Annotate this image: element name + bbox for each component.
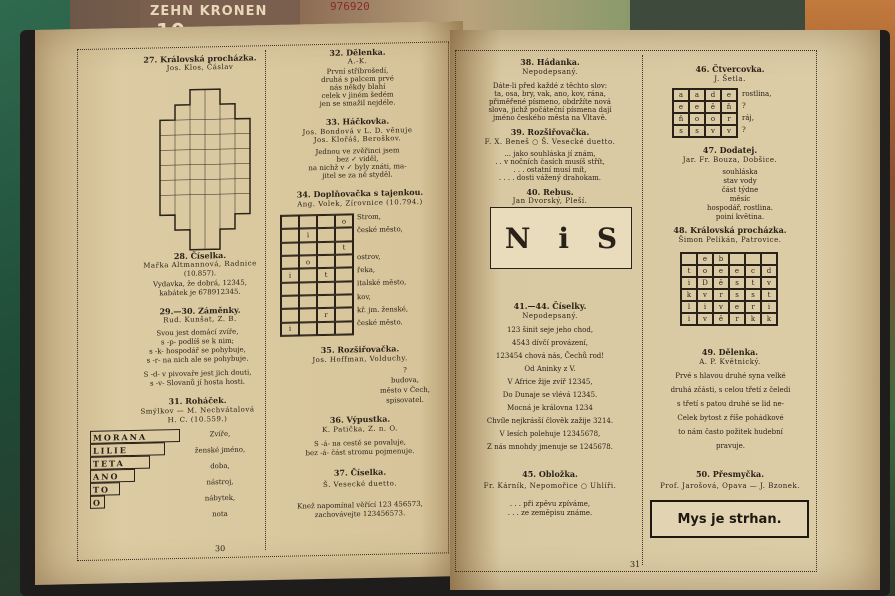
- page-number-right: 31: [630, 560, 641, 569]
- grid-cell: t: [761, 289, 777, 301]
- staircase-row: TETA: [90, 456, 150, 470]
- text-line: V Africe žije zvíř 12345,: [507, 378, 593, 386]
- puzzle-29-line: s -k- hospodář se pohybuje,: [149, 345, 246, 356]
- puzzle-28-extra: (10.857).: [183, 269, 217, 278]
- puzzle-39-line: . . . . dosti vážený drahokam.: [498, 174, 601, 182]
- puzzle-37-author: Š. Vesecké duetto.: [323, 479, 397, 489]
- grid-cell: e: [721, 89, 737, 101]
- puzzle-37-line: zachovávejte 123456573.: [314, 509, 406, 520]
- puzzle-45-line: . . . ze zeměpisu známe.: [507, 509, 593, 517]
- text-line: Chvíle nejkrásší člověk zažije 3214.: [486, 417, 614, 425]
- grid-cell: [299, 295, 317, 309]
- anagram-box: Mys je strhan.: [650, 500, 809, 538]
- puzzle-33-line: Jednou ve zvěřinci jsem: [315, 146, 400, 157]
- grid-cell: v: [761, 277, 777, 289]
- puzzle-35-title: 35. Rozšiřovačka.: [320, 343, 400, 356]
- fill-in-clue: české město.: [357, 318, 403, 328]
- grid-cell: v: [713, 301, 729, 313]
- puzzle-38-line: jméno českého města na Vltavě.: [493, 114, 607, 122]
- square-clue: rostlina,: [742, 90, 772, 98]
- puzzle-50-title: 50. Přesmyčka.: [695, 469, 765, 479]
- puzzle-29-author: Rud. Kunšat, Z. B.: [163, 314, 237, 325]
- grid-cell: i: [697, 301, 713, 313]
- grid-cell: ň: [673, 113, 689, 125]
- puzzle-31-title: 31. Roháček.: [168, 394, 227, 407]
- puzzle-29-line: Svou jest domácí zvíře,: [156, 327, 239, 338]
- rohacek-clue: nota: [212, 509, 228, 519]
- puzzle-38-line: Dáte-li před každé z těchto slov:: [492, 82, 608, 90]
- puzzle-32-line: celek v jiném šedém: [321, 90, 394, 100]
- puzzle-41-author: Nepodepsaný.: [522, 312, 578, 320]
- grid-cell: r: [721, 113, 737, 125]
- fill-in-clue: kov,: [357, 292, 371, 302]
- text-line: část týdne: [721, 186, 759, 194]
- grid-cell: ň: [721, 101, 737, 113]
- puzzle-38-line: ta, osa, bry, vak, ano, kov, rána,: [494, 90, 606, 98]
- text-line: poini květina.: [715, 213, 765, 221]
- puzzle-35-clue: spisovatel.: [386, 395, 424, 405]
- puzzle-37-title: 37. Číselka.: [333, 466, 387, 478]
- fill-in-clue: italské město,: [357, 278, 407, 288]
- puzzle-40-author: Jan Dvorský, Pleší.: [512, 197, 588, 205]
- puzzle-47-lines: [680, 168, 800, 222]
- grid-cell: e: [689, 101, 705, 113]
- grid-cell: [281, 295, 299, 309]
- puzzle-28-line: Vydavka, že dobrá, 12345,: [153, 278, 247, 289]
- puzzle-47-title: 47. Dodatej.: [702, 145, 758, 155]
- puzzle-41-title: 41.—44. Číselky.: [513, 301, 587, 311]
- puzzle-36-author: K. Patička, Z. n. O.: [322, 424, 398, 434]
- text-line: 123454 chová nás, Čechů rod!: [495, 352, 605, 360]
- staircase-row: LILIE: [90, 442, 165, 457]
- grid-cell: v: [697, 289, 713, 301]
- staircase-row: ANO: [90, 469, 135, 483]
- square-grid: [672, 88, 738, 138]
- puzzle-40-title: 40. Rebus.: [526, 187, 574, 197]
- staircase-row: O: [90, 496, 105, 509]
- fill-in-clue: Strom,: [357, 212, 382, 222]
- grid-cell: [335, 268, 353, 282]
- rohacek-clue: ženské jméno,: [194, 445, 246, 455]
- grid-cell: [299, 308, 317, 322]
- puzzle-45-author: Fr. Kárník, Nepomořice ○ Uhlíři.: [483, 482, 617, 490]
- right-page: [450, 30, 880, 590]
- grid-cell: e: [713, 265, 729, 277]
- rebus-glyph: S: [596, 221, 618, 255]
- grid-cell: ě: [705, 101, 721, 113]
- text-line: hospodář, rostlina.: [706, 204, 774, 212]
- rohacek-clue: nábytek,: [204, 493, 236, 503]
- grid-cell: [745, 253, 761, 265]
- royal-walk-grid-2: [680, 252, 778, 326]
- grid-cell: t: [681, 265, 697, 277]
- grid-cell: [335, 254, 353, 268]
- puzzle-33-author2: Jos. Klořáš, Beroškov.: [313, 134, 402, 145]
- puzzle-46-author: J. Šetla.: [714, 75, 746, 83]
- grid-cell: t: [745, 277, 761, 289]
- grid-cell: a: [689, 89, 705, 101]
- puzzle-47-author: Jar. Fr. Bouza, Dobšice.: [682, 156, 778, 164]
- puzzle-35-author: Jos. Hoffman, Volduchy.: [312, 354, 408, 365]
- puzzle-39-line: . . v nočních časích musíš střít,: [495, 158, 605, 166]
- puzzle-29-line: s -r- na nich ale se pohybuje.: [146, 354, 249, 365]
- grid-cell: [317, 281, 335, 295]
- grid-cell: [299, 282, 317, 296]
- grid-cell: s: [673, 125, 689, 137]
- grid-cell: [317, 321, 335, 335]
- grid-cell: [335, 228, 353, 242]
- puzzle-32-line: První stříbrošedí,: [326, 66, 389, 76]
- puzzle-32-author: A.-K.: [347, 57, 368, 66]
- square-clue: ráj,: [742, 114, 754, 122]
- puzzle-33-title: 33. Háčkovka.: [325, 115, 390, 127]
- left-page: [35, 21, 463, 585]
- puzzle-32-line: jen se smažil nejdéle.: [319, 98, 396, 109]
- grid-cell: [317, 241, 335, 255]
- grid-cell: o: [299, 255, 317, 269]
- grid-cell: e: [729, 265, 745, 277]
- grid-cell: k: [761, 313, 777, 325]
- text-line: V lesích polehuje 12345678,: [499, 430, 601, 438]
- column-divider: [642, 55, 643, 565]
- text-line: Od Aninky z V.: [524, 365, 576, 373]
- grid-cell: v: [697, 313, 713, 325]
- rohacek-clue: doba,: [210, 461, 230, 471]
- grid-cell: [335, 308, 353, 322]
- puzzle-33-line: jitel se za ně styděl.: [322, 170, 393, 180]
- square-clue: ?: [742, 126, 746, 134]
- grid-cell: r: [745, 301, 761, 313]
- puzzle-33-author: Jos. Bondová v L. D. věnuje: [302, 126, 413, 137]
- puzzle-29-line: S -d- v pivovaře jest jich douti,: [143, 368, 252, 379]
- grid-cell: b: [713, 253, 729, 265]
- puzzle-39-line: . . . ostatní musí mít,: [513, 166, 587, 174]
- grid-cell: i: [281, 269, 299, 283]
- grid-cell: i: [299, 228, 317, 242]
- grid-cell: s: [729, 277, 745, 289]
- grid-cell: [335, 281, 353, 295]
- text-line: Do Dunaje se vlévá 12345.: [502, 391, 598, 399]
- puzzle-38-author: Nepodepsaný.: [522, 68, 578, 76]
- grid-cell: i: [681, 277, 697, 289]
- grid-cell: [299, 268, 317, 282]
- fill-in-grid: [280, 213, 354, 337]
- fill-in-clue: ostrov,: [357, 252, 381, 262]
- grid-cell: o: [697, 265, 713, 277]
- puzzle-35-clue: město v Čech,: [380, 385, 430, 395]
- puzzle-29-line: s -p- podlíš se k nim;: [161, 336, 234, 347]
- grid-cell: ě: [713, 277, 729, 289]
- royal-walk-grid: [145, 83, 265, 256]
- grid-cell: c: [745, 265, 761, 277]
- grid-cell: a: [673, 89, 689, 101]
- grid-cell: [335, 294, 353, 308]
- grid-cell: l: [681, 301, 697, 313]
- column-divider: [265, 50, 266, 550]
- puzzle-34-title: 34. Doplňovačka s tajenkou.: [296, 186, 424, 200]
- grid-cell: k: [745, 313, 761, 325]
- fill-in-clues: [357, 211, 447, 333]
- staircase-row: TO: [90, 482, 120, 496]
- text-line: Z nás mnohdy jmenuje se 1245678.: [487, 443, 613, 451]
- puzzle-50-author: Prof. Jarošová, Opava — J. Bzonek.: [660, 482, 800, 490]
- text-line: 4543 dívčí provázení,: [511, 339, 589, 347]
- puzzle-39-line: ... jako souhláska jí znám,: [504, 150, 596, 158]
- rohacek-clue: Zvíře,: [209, 429, 231, 439]
- rebus-glyph: i: [558, 221, 569, 255]
- puzzle-45-line: . . . při zpěvu zpíváme,: [509, 500, 591, 508]
- grid-cell: [299, 215, 317, 229]
- square-clue: ?: [742, 102, 746, 110]
- puzzle-48-author: Šimon Pelikán, Patrovice.: [678, 236, 782, 244]
- grid-cell: [299, 322, 317, 336]
- grid-cell: s: [729, 289, 745, 301]
- grid-cell: o: [705, 113, 721, 125]
- grid-cell: [281, 215, 299, 229]
- grid-cell: e: [729, 301, 745, 313]
- puzzle-28-title: 28. Číselka.: [173, 249, 227, 262]
- grid-cell: [317, 215, 335, 229]
- banknote-serial: 976920: [330, 0, 370, 13]
- rebus-picture: [490, 207, 632, 269]
- puzzle-35-clue: budova,: [390, 375, 420, 385]
- rohacek-staircase: [90, 429, 180, 509]
- grid-cell: v: [705, 125, 721, 137]
- puzzle-36-line: bez -á- část stromu pojmenuje.: [305, 447, 415, 458]
- grid-cell: r: [317, 308, 335, 322]
- puzzle-45-title: 45. Obložka.: [522, 469, 578, 479]
- grid-cell: [335, 321, 353, 335]
- grid-cell: [761, 253, 777, 265]
- text-line: s třetí s patou druhé se lid ne-: [677, 400, 784, 408]
- puzzle-27-title: 27. Královská procházka.: [143, 52, 257, 65]
- grid-cell: r: [729, 313, 745, 325]
- puzzle-38-line: slova, jichž počáteční písmena dají: [488, 106, 612, 114]
- puzzle-32-line: druhá s palcem prvé: [321, 74, 394, 85]
- staircase-row: MORANA: [90, 429, 180, 444]
- fill-in-clue: řeka,: [357, 266, 376, 275]
- puzzle-35-clue: ?: [403, 366, 407, 375]
- grid-cell: [299, 242, 317, 256]
- grid-cell: [281, 282, 299, 296]
- puzzle-38-title: 38. Hádanka.: [520, 57, 580, 67]
- grid-cell: i: [281, 322, 299, 336]
- text-line: pravuje.: [715, 442, 745, 450]
- puzzle-34-author: Ang. Volek, Zírovnice (10.794.): [297, 197, 423, 209]
- grid-cell: [729, 253, 745, 265]
- puzzle-27-author: Jos. Klos, Čáslav: [166, 62, 234, 73]
- puzzle-31-extra: H. C. (10.559.): [167, 414, 228, 425]
- grid-cell: [681, 253, 697, 265]
- text-line: stav vody: [723, 177, 757, 185]
- grid-cell: t: [317, 268, 335, 282]
- puzzle-49-author: A. P. Květnický.: [699, 358, 761, 366]
- puzzle-31-author: Smýlkov — M. Nechvátalová: [140, 405, 255, 416]
- text-line: to nám často požitek hudební: [678, 428, 783, 436]
- puzzle-36-title: 36. Výpustka.: [329, 413, 391, 425]
- grid-cell: ě: [713, 313, 729, 325]
- grid-cell: s: [745, 289, 761, 301]
- rebus-glyph: N: [504, 221, 531, 255]
- grid-cell: s: [689, 125, 705, 137]
- grid-cell: [281, 229, 299, 243]
- grid-cell: v: [721, 125, 737, 137]
- grid-cell: e: [673, 101, 689, 113]
- puzzle-49-title: 49. Dělenka.: [701, 347, 759, 357]
- grid-cell: t: [335, 241, 353, 255]
- rohacek-clue: nástroj,: [206, 477, 234, 487]
- text-line: druhá zčásti, s celou třetí z čeledi: [670, 386, 791, 394]
- grid-cell: [281, 309, 299, 323]
- puzzle-32-title: 32. Dělenka.: [329, 46, 386, 58]
- puzzle-37-line: Knež napomínal věřící 123 456573,: [297, 499, 423, 511]
- banknote: ZEHN KRONEN: [140, 0, 300, 32]
- grid-cell: [317, 228, 335, 242]
- fill-in-clue: české město,: [357, 225, 403, 235]
- grid-cell: e: [697, 253, 713, 265]
- grid-cell: i: [761, 301, 777, 313]
- text-line: měsíc: [729, 195, 751, 203]
- puzzle-29-title: 29.—30. Záměnky.: [159, 304, 241, 317]
- grid-cell: r: [713, 289, 729, 301]
- grid-cell: [317, 295, 335, 309]
- page-number-left: 30: [215, 544, 226, 554]
- puzzle-28-author: Mařka Altmannová, Radnice: [143, 259, 257, 270]
- puzzle-38-line: přiměřené písmeno, obdržíte nová: [489, 98, 611, 106]
- puzzle-32-line: nás někdy blahí: [329, 82, 386, 92]
- puzzle-29-line: s -v- Slovanů jí hosta hosti.: [149, 377, 246, 388]
- text-line: Mocná je královna 1234: [507, 404, 593, 412]
- grid-cell: k: [681, 289, 697, 301]
- grid-cell: d: [761, 265, 777, 277]
- text-line: Prvé s hlavou druhé syna velké: [675, 372, 786, 380]
- grid-cell: [281, 242, 299, 256]
- puzzle-33-line: na nichž v ✓ byly znáti, ma-: [308, 162, 407, 173]
- fill-in-clue: kř. jm. ženské,: [357, 305, 409, 315]
- text-line: souhláska: [722, 168, 758, 176]
- text-line: Celek bytost z říše pohádkové: [677, 414, 784, 422]
- puzzle-33-line: bez ✓ viděl,: [336, 154, 379, 164]
- grid-cell: o: [689, 113, 705, 125]
- puzzle-46-title: 46. Čtvercovka.: [695, 64, 765, 74]
- grid-cell: [317, 255, 335, 269]
- text-line: 123 šinit seje jeho chod,: [506, 326, 594, 334]
- grid-cell: d: [705, 89, 721, 101]
- grid-cell: i: [681, 313, 697, 325]
- puzzle-28-line: kabátek je 678912345.: [159, 287, 241, 298]
- puzzle-39-title: 39. Rozšiřovačka.: [510, 127, 590, 137]
- puzzle-49-lines: [648, 372, 813, 456]
- puzzle-39-author: F. X. Beneš ○ Š. Vesecké duetto.: [484, 138, 616, 146]
- puzzle-48-title: 48. Královská procházka.: [673, 225, 787, 235]
- grid-cell: D: [697, 277, 713, 289]
- grid-cell: [281, 255, 299, 269]
- puzzle-41-lines: [465, 326, 635, 456]
- puzzle-36-line: S -á- na cestě se povaluje,: [314, 438, 406, 449]
- grid-cell: o: [335, 214, 353, 228]
